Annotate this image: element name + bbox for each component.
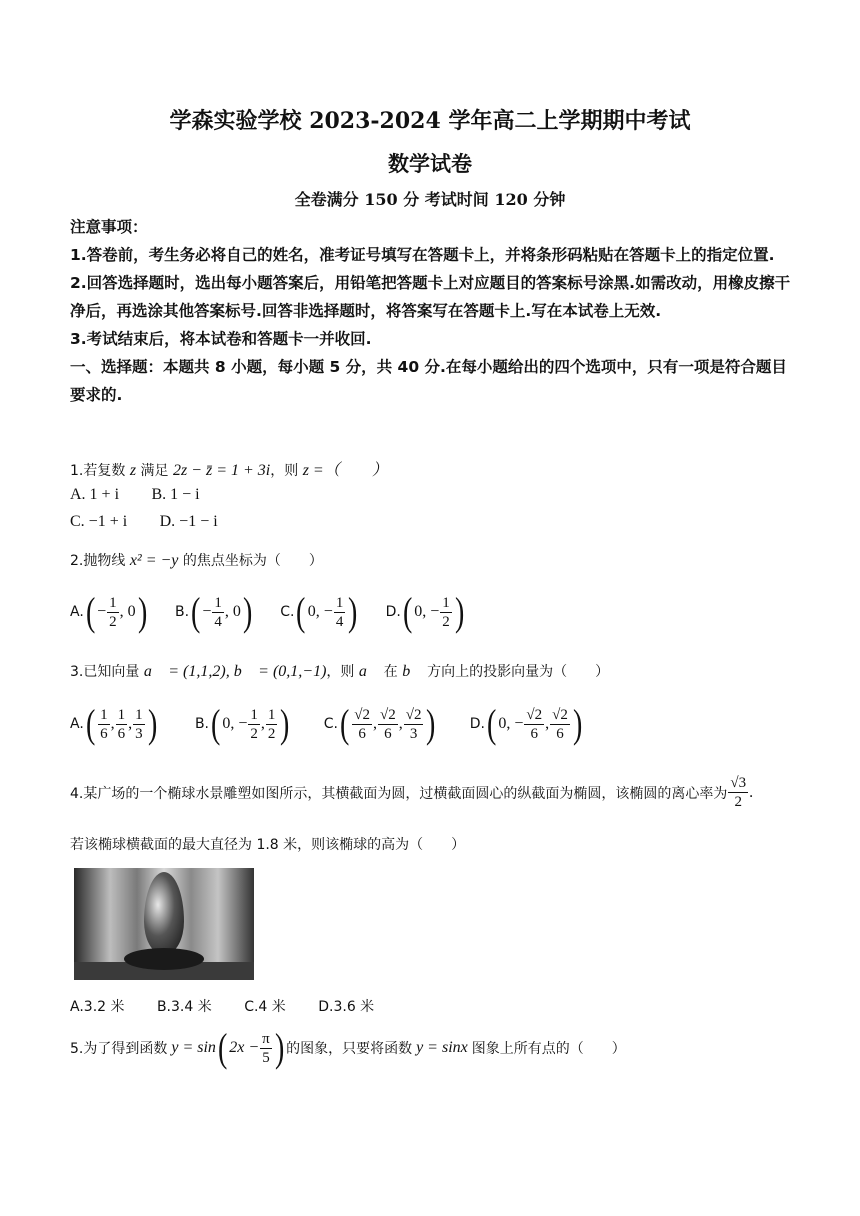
q3-vec-b: b⃗ — [402, 663, 423, 680]
q1-var: z — [129, 462, 137, 479]
q3-label-b: B. — [194, 716, 209, 732]
exam-subtitle: 数学试卷 — [388, 151, 472, 176]
q4-option-b: B.3.4 米 — [156, 999, 212, 1015]
q5-pi-fraction: $\frac{\pi}{5}$ — [262, 1030, 270, 1066]
question-2 — [70, 550, 323, 570]
section-heading: 一、选择题：本题共 8 小题，每小题 5 分，共 40 分.在每小题给出的四个选项中，只有一项是符合题目要求的. — [70, 358, 787, 404]
q2-options — [70, 589, 492, 634]
q1-option-a: A. 1 + i — [70, 486, 120, 503]
exam-info: 全卷满分 150 分 考试时间 120 分钟 — [294, 190, 566, 209]
q2-option-a: A. ( − $\frac{1}{2}$ , 0 ) — [70, 589, 147, 634]
q2-a-post: , 0 — [119, 603, 136, 620]
q5-mid: 的图象，只要将函数 — [286, 1041, 413, 1057]
notes-block — [70, 213, 792, 409]
q1-options-row-1 — [70, 486, 228, 504]
q3-option-d: D. ( 0, − $\frac{√2}{6}$ , $\frac{√2}{6}$ ) — [469, 701, 583, 746]
q3-options — [70, 701, 610, 746]
question-3 — [70, 661, 609, 681]
q2-suffix: 的焦点坐标为（ ） — [182, 553, 323, 569]
q3-prefix: 3.已知向量 — [70, 664, 140, 680]
q1-suffix: ，则 — [270, 463, 299, 479]
q1-option-d: D. −1 − i — [159, 513, 218, 530]
q3-label-a: A. — [70, 716, 84, 732]
q1-equation: 2z − z̄ = 1 + 3i — [172, 462, 271, 479]
question-1 — [70, 457, 388, 480]
q3-in: 在 — [383, 664, 398, 680]
q2-label-b: B. — [174, 604, 190, 620]
q3-label-c: C. — [323, 716, 338, 732]
question-4: 4.某广场的一个椭球水景雕塑如图所示，其横截面为圆，过横截面圆心的纵截面为椭圆，该椭圆的离心率为 $\frac{√3}{2}$ . — [70, 775, 754, 810]
q4-option-a: A.3.2 米 — [70, 999, 125, 1015]
q2-equation: x² = −y — [129, 552, 179, 569]
q2-d-fraction: $\frac{1}{2}$ — [442, 594, 450, 630]
q2-b-post: , 0 — [224, 603, 241, 620]
q2-label-a: A. — [70, 604, 84, 620]
exam-title: 学森实验学校 2023-2024 学年高二上学期期中考试 — [169, 108, 691, 134]
q2-label-c: C. — [280, 604, 295, 620]
q1-ask: z =（ ） — [302, 462, 388, 479]
q3-option-a: A. ( $\frac{1}{6}$ , $\frac{1}{6}$ , $\frac{1}{3}$ ) — [70, 701, 157, 746]
q3-option-c: C. ( $\frac{√2}{6}$ , $\frac{√2}{6}$ , $\frac{√2}{3}$ ) — [323, 701, 436, 746]
note-item-3: 3.考试结束后，将本试卷和答题卡一并收回. — [70, 330, 372, 348]
q3-mid: ，则 — [326, 664, 355, 680]
q2-b-fraction: $\frac{1}{4}$ — [214, 594, 222, 630]
q2-c-pre: 0, − — [307, 603, 333, 620]
notes-heading: 注意事项： — [70, 218, 148, 236]
ellipsoid-sculpture-photo — [74, 868, 254, 980]
q3-suffix: 方向上的投影向量为（ ） — [427, 664, 610, 680]
q2-d-pre: 0, − — [414, 603, 440, 620]
note-item-1: 1.答卷前，考生务必将自己的姓名，准考证号填写在答题卡上，并将条形码粘贴在答题卡上的指定位置. — [70, 246, 775, 264]
q2-option-d: D. ( 0, − $\frac{1}{2}$ ) — [385, 589, 465, 634]
q3-option-b: B. ( 0, − $\frac{1}{2}$ , $\frac{1}{2}$ ) — [194, 701, 290, 746]
q4-options — [70, 996, 402, 1016]
q3-equation: a⃗ = (1,1,2), b⃗ = (0,1,−1) — [143, 663, 327, 680]
q2-option-b: B. ( − $\frac{1}{4}$ , 0 ) — [174, 589, 253, 634]
q1-option-b: B. 1 − i — [151, 486, 200, 503]
q2-c-fraction: $\frac{1}{4}$ — [335, 594, 344, 630]
q2-b-sign: − — [202, 603, 212, 620]
q4-line2: 若该椭球横截面的最大直径为 1.8 米，则该椭球的高为（ ） — [70, 837, 466, 853]
q5-suffix: 图象上所有点的（ ） — [471, 1041, 626, 1057]
q1-mid: 满足 — [140, 463, 169, 479]
q2-label-d: D. — [385, 604, 401, 620]
q3-vec-a: a⃗ — [358, 663, 380, 680]
q5-prefix: 5.为了得到函数 — [70, 1041, 168, 1057]
q4-line1: 4.某广场的一个椭球水景雕塑如图所示，其横截面为圆，过横截面圆心的纵截面为椭圆，该椭圆的离心率为 — [70, 785, 728, 802]
q3-label-d: D. — [469, 716, 486, 732]
q5-function-2: y = sinx — [416, 1039, 468, 1056]
q5-function: y = sin — [171, 1039, 216, 1056]
q1-prefix: 1.若复数 — [70, 463, 126, 479]
q5-inner: 2x − — [229, 1039, 260, 1056]
q1-options-row-2 — [70, 513, 246, 531]
q4-option-c: C.4 米 — [244, 999, 286, 1015]
q2-prefix: 2.抛物线 — [70, 553, 126, 569]
note-item-2: 2.回答选择题时，选出每小题答案后，用铅笔把答题卡上对应题目的答案标号涂黑.如需改动，用橡皮擦干净后，再选涂其他答案标号.回答非选择题时，将答案写在答题卡上.写在本试卷上无效. — [70, 274, 791, 320]
q4-eccentricity: $\frac{√3}{2}$ — [730, 775, 747, 810]
q2-option-c: C. ( 0, − $\frac{1}{4}$ ) — [280, 589, 358, 634]
question-5: 5.为了得到函数 y = sin ( 2x − $\frac{\pi}{5}$ ) 的图象，只要将函数 y = sinx 图象上所有点的（ ） — [70, 1025, 626, 1070]
q2-a-sign: − — [97, 603, 107, 620]
q4-option-d: D.3.6 米 — [318, 999, 375, 1015]
q2-a-fraction: $\frac{1}{2}$ — [109, 594, 117, 630]
q1-option-c: C. −1 + i — [70, 513, 128, 530]
